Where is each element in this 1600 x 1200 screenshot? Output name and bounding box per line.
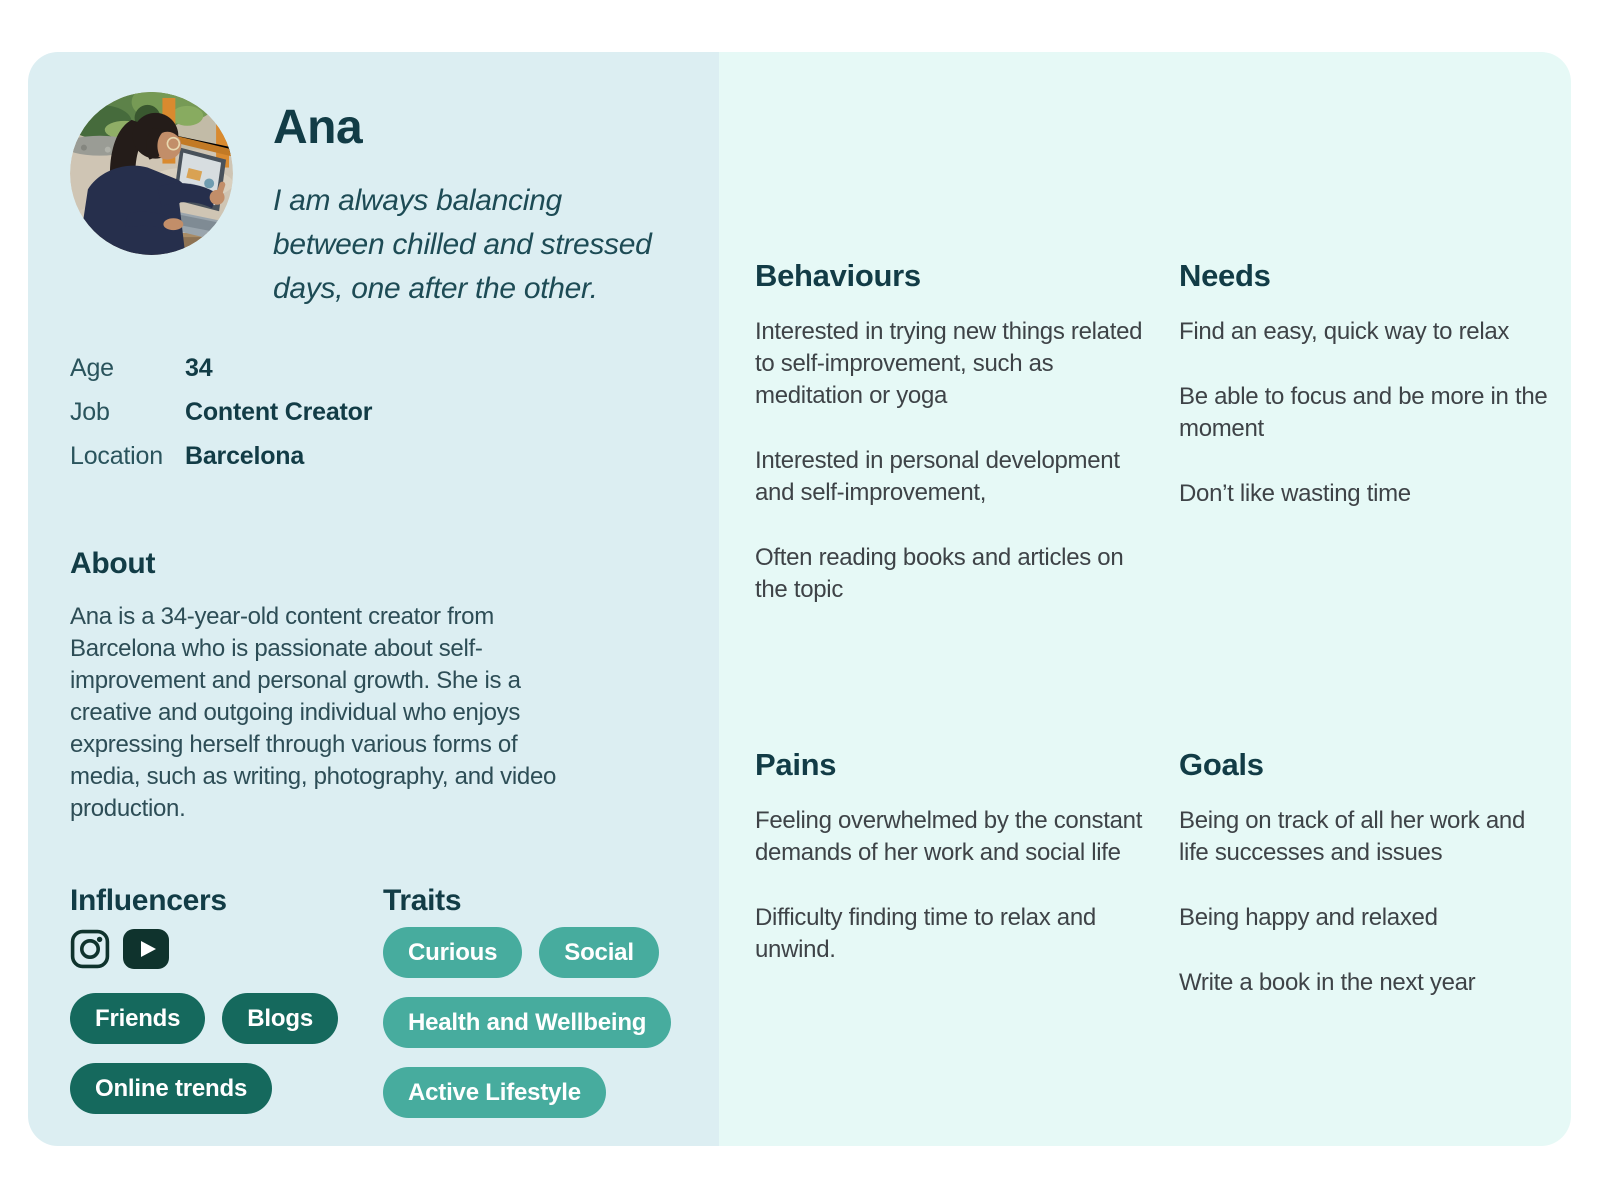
influencer-tags-row [70,1063,383,1114]
detail-label: Age [70,354,114,382]
detail-value: Barcelona [185,442,305,470]
needs-heading: Needs [1179,258,1271,293]
trait-tag: Active Lifestyle [383,1067,606,1118]
influencer-tag: Friends [70,993,205,1044]
pains-heading: Pains [755,747,837,782]
traits-heading: Traits [383,884,462,917]
details-list [70,353,679,471]
detail-row-location [70,441,679,471]
behaviour-item: Interested in trying new things related to self-improvement, such as meditation or yoga [755,318,1143,409]
social-icons-row [70,929,383,969]
persona-quote: I am always balancing between chilled and stressed days, one after the other. [273,184,652,305]
goals-section [1179,747,1551,999]
goal-item: Being on track of all her work and life successes and issues [1179,807,1525,866]
behaviour-item: Interested in personal development and self-improvement, [755,447,1120,506]
instagram-icon[interactable] [70,929,110,969]
youtube-icon[interactable] [123,929,169,969]
need-item: Find an easy, quick way to relax [1179,318,1510,345]
pains-list [755,805,1147,966]
detail-value: Content Creator [185,398,373,426]
influencers-section [70,883,383,1118]
profile-header [70,90,679,311]
about-heading: About [70,547,156,580]
goal-item: Being happy and relaxed [1179,904,1438,931]
needs-section [1179,258,1551,747]
persona-card [28,52,1571,1146]
about-section [70,546,679,825]
goals-heading: Goals [1179,747,1264,782]
trait-tag: Health and Wellbeing [383,997,671,1048]
detail-value: 34 [185,354,213,382]
profile-panel [28,52,719,1146]
influencers-heading: Influencers [70,884,227,917]
goal-item: Write a book in the next year [1179,969,1476,996]
detail-label: Job [70,398,110,426]
behaviours-section [755,258,1147,747]
pains-section [755,747,1147,999]
pain-item: Difficulty finding time to relax and unwind. [755,904,1096,963]
trait-tag: Social [539,927,659,978]
avatar [70,92,233,255]
influencer-tag: Online trends [70,1063,272,1114]
pain-item: Feeling overwhelmed by the constant demands of her work and social life [755,807,1143,866]
trait-tags-row [383,997,679,1048]
behaviour-item: Often reading books and articles on the topic [755,544,1124,603]
profile-text [247,90,675,311]
influencer-tags-row [70,993,383,1044]
detail-row-job [70,397,679,427]
persona-name: Ana [273,101,363,154]
need-item: Don’t like wasting time [1179,480,1411,507]
detail-row-age [70,353,679,383]
about-text: Ana is a 34-year-old content creator from Barcelona who is passionate about self-improvement and personal growth. She is a creative and outgoing individual who enjoys expressing herself through various forms of media, such as writing, photography, and video production. [70,603,557,822]
traits-section [383,883,679,1118]
need-item: Be able to focus and be more in the moment [1179,383,1548,442]
insights-panel [719,52,1571,1146]
goals-list [1179,805,1551,999]
detail-label: Location [70,442,163,470]
tags-section [70,883,679,1118]
behaviours-list [755,316,1147,606]
trait-tags-row [383,927,679,978]
trait-tag: Curious [383,927,522,978]
avatar-photo [70,92,233,255]
behaviours-heading: Behaviours [755,258,921,293]
influencer-tag: Blogs [222,993,338,1044]
needs-list [1179,316,1551,510]
trait-tags-row [383,1067,679,1118]
